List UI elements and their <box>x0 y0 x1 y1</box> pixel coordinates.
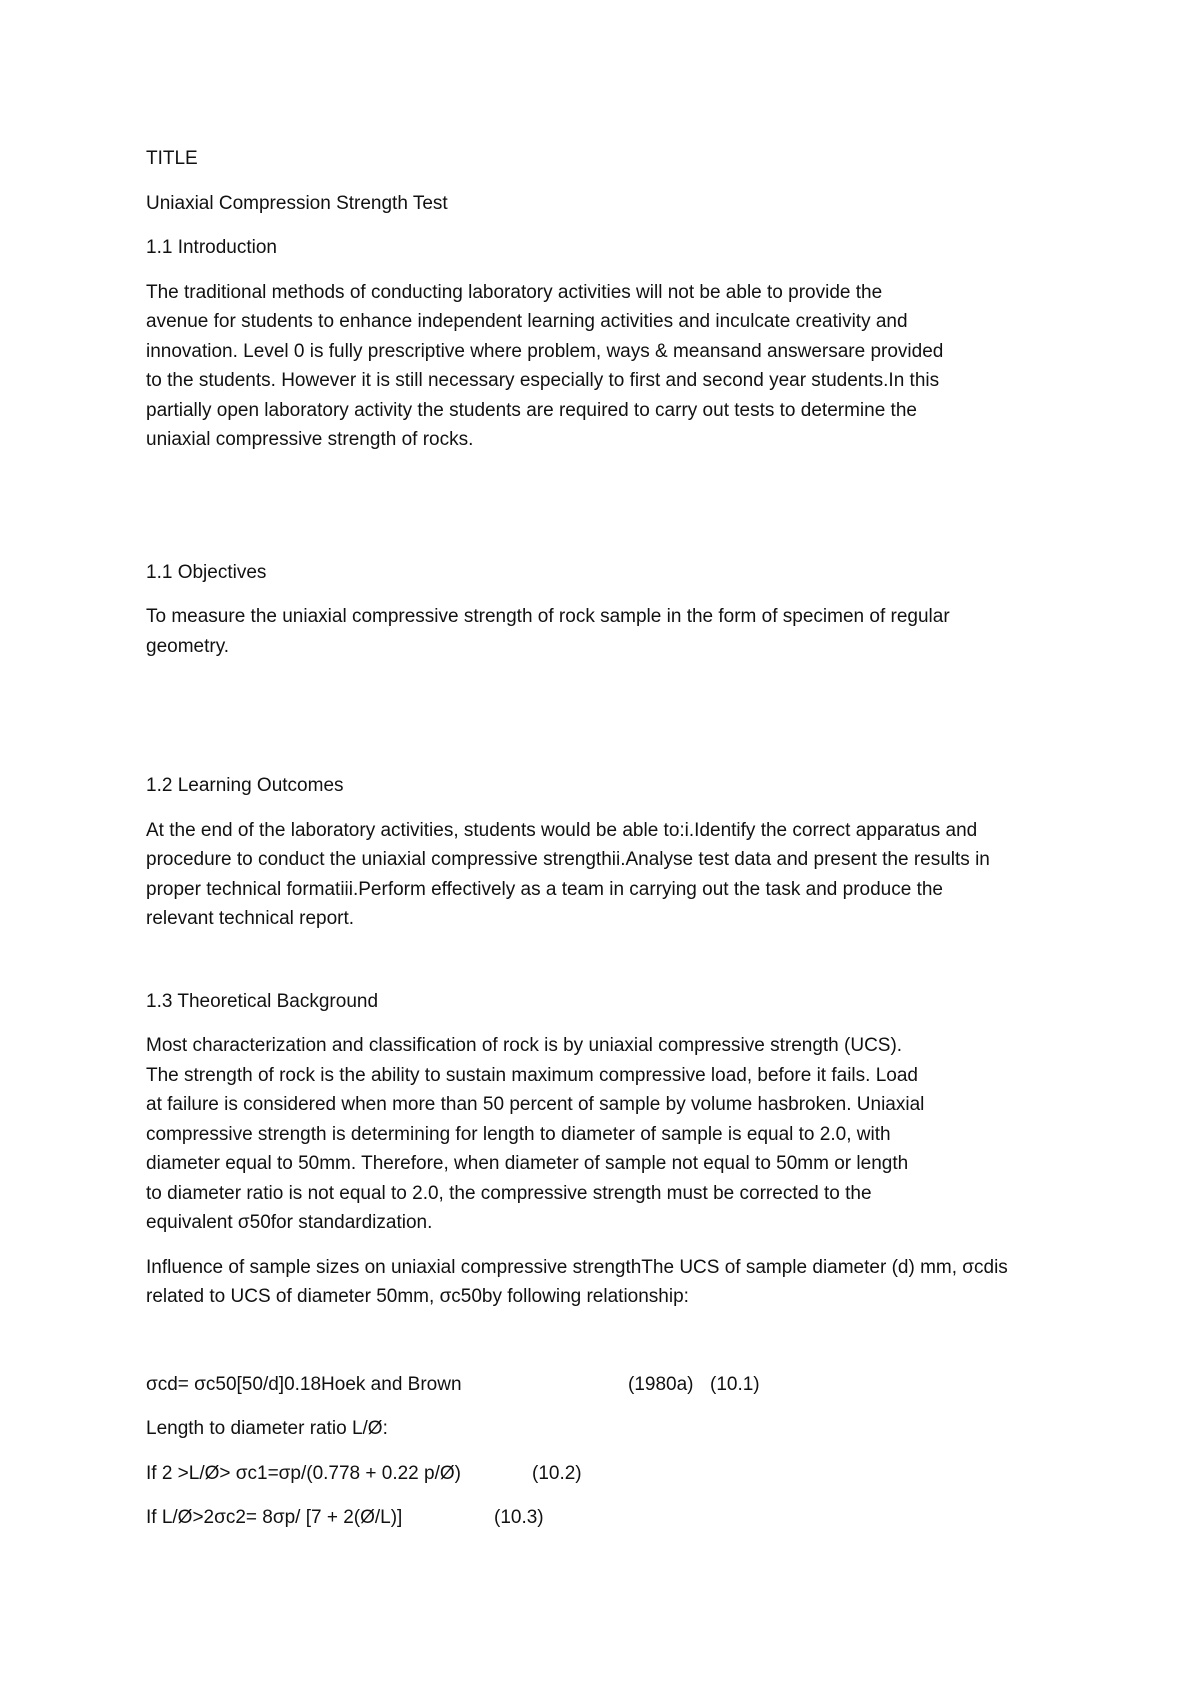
paragraph-line: geometry. <box>146 635 230 657</box>
formula-10-3 <box>146 1503 1066 1533</box>
introduction-paragraph <box>146 278 1066 455</box>
theory-paragraph <box>146 1031 1066 1238</box>
document-content <box>146 144 1066 1548</box>
paragraph-line: proper technical formatiii.Perform effectively as a team in carrying out the task and produce the <box>146 878 943 900</box>
label-title: TITLE <box>146 148 198 169</box>
paragraph-line: relevant technical report. <box>146 908 355 929</box>
ratio-line: Length to diameter ratio L/Ø: <box>146 1418 388 1439</box>
paragraph-line: to the students. However it is still necessary especially to first and second year students.In this <box>146 370 940 391</box>
paragraph-line: at failure is considered when more than 50 percent of sample by volume hasbroken. Uniaxial <box>146 1094 925 1115</box>
paragraph-line: avenue for students to enhance independent learning activities and inculcate creativity and <box>146 311 908 332</box>
paragraph-line: To measure the uniaxial compressive strength of rock sample in the form of specimen of regular <box>146 606 950 627</box>
section-heading-theoretical-background: 1.3 Theoretical Background <box>146 990 379 1012</box>
formula-expression: If 2 >L/Ø> σc1=σp/(0.778 + 0.22 p/Ø) <box>146 1462 461 1484</box>
formula-expression: σcd= σc50[50/d]0.18Hoek and Brown <box>146 1373 462 1395</box>
formula-10-1 <box>146 1370 1066 1400</box>
formula-10-2 <box>146 1459 1066 1489</box>
formula-number: (10.2) <box>532 1462 582 1484</box>
section-heading-introduction: 1.1 Introduction <box>146 237 277 258</box>
paragraph-line: Influence of sample sizes on uniaxial compressive strengthThe UCS of sample diameter (d) mm, σcdis <box>146 1256 1008 1278</box>
paragraph-line: procedure to conduct the uniaxial compressive strengthii.Analyse test data and present the results in <box>146 849 990 870</box>
paragraph-line: compressive strength is determining for length to diameter of sample is equal to 2.0, with <box>146 1123 891 1145</box>
paragraph-line: At the end of the laboratory activities, students would be able to:i.Identify the correct apparatus and <box>146 819 978 841</box>
formula-citation-year: (1980a) <box>628 1373 694 1395</box>
section-heading-objectives: 1.1 Objectives <box>146 561 267 583</box>
paragraph-line: uniaxial compressive strength of rocks. <box>146 429 474 450</box>
learning-outcomes-paragraph <box>146 816 1066 934</box>
section-heading-learning-outcomes: 1.2 Learning Outcomes <box>146 775 344 796</box>
paragraph-line: Most characterization and classification of rock is by uniaxial compressive strength (UCS). <box>146 1035 903 1056</box>
paragraph-line: The traditional methods of conducting laboratory activities will not be able to provide the <box>146 281 883 303</box>
formula-number: (10.3) <box>494 1507 544 1528</box>
paragraph-line: to diameter ratio is not equal to 2.0, the compressive strength must be corrected to the <box>146 1182 872 1204</box>
paragraph-line: The strength of rock is the ability to sustain maximum compressive load, before it fails. Load <box>146 1064 918 1086</box>
paragraph-line: related to UCS of diameter 50mm, σc50by following relationship: <box>146 1286 689 1307</box>
formula-number: (10.1) <box>710 1373 760 1395</box>
influence-paragraph <box>146 1253 1066 1312</box>
paragraph-line: innovation. Level 0 is fully prescriptive where problem, ways & meansand answersare provided <box>146 340 944 362</box>
paragraph-line: diameter equal to 50mm. Therefore, when diameter of sample not equal to 50mm or length <box>146 1153 909 1174</box>
objectives-paragraph <box>146 602 1066 661</box>
paragraph-line: equivalent σ50for standardization. <box>146 1212 433 1233</box>
paragraph-line: partially open laboratory activity the students are required to carry out tests to determine the <box>146 399 917 421</box>
formula-expression: If L/Ø>2σc2= 8σp/ [7 + 2(Ø/L)] <box>146 1507 403 1528</box>
document-title: Uniaxial Compression Strength Test <box>146 192 448 214</box>
